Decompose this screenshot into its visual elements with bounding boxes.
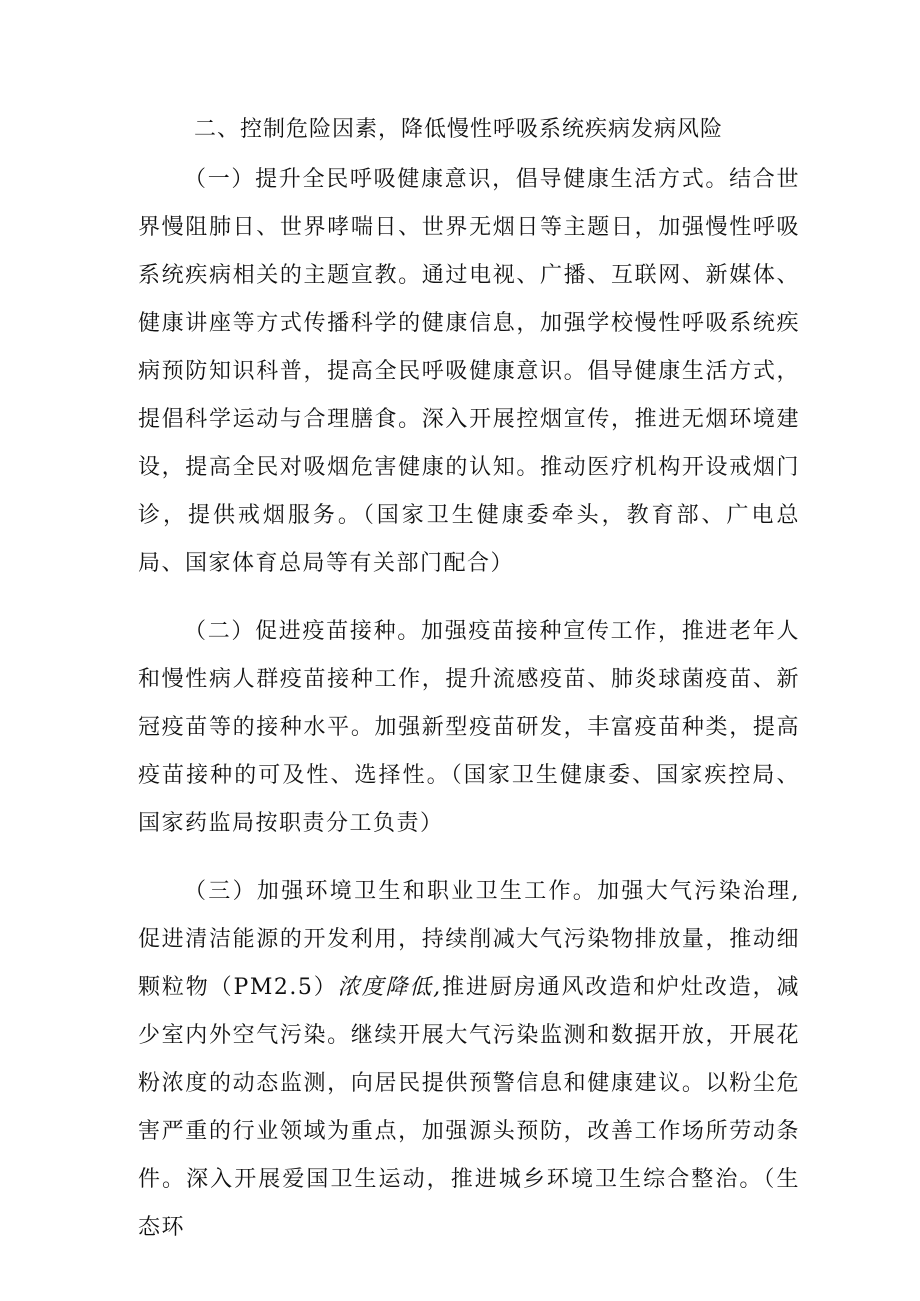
section-heading: 二、控制危险因素，降低慢性呼吸系统疾病发病风险	[194, 117, 724, 142]
paragraph-3-part-2: 推进厨房通风改造和炉灶改造，减少室内外空气污染。继续开展大气污染监测和数据开放，开展花粉浓度的动态监测，向居民提供预警信息和健康建议。以粉尘危害严重的行业领域为重点，加强源头预防，改善工作场所劳动条件。深入开展爱国卫生运动，推进城乡环境卫生综合整治。（生态环	[138, 975, 800, 1240]
paragraph-1: （一）提升全民呼吸健康意识，倡导健康生活方式。结合世界慢阻肺日、世界哮喘日、世界无烟日等主题日，加强慢性呼吸系统疾病相关的主题宣教。通过电视、广播、互联网、新媒体、健康讲座等方式传播科学的健康信息，加强学校慢性呼吸系统疾病预防知识科普，提高全民呼吸健康意识。倡导健康生活方式，提倡科学运动与合理膳食。深入开展控烟宣传，推进无烟环境建设，提高全民对吸烟危害健康的认知。推动医疗机构开设戒烟门诊，提供戒烟服务。（国家卫生健康委牵头，教育部、广电总局、国家体育总局等有关部门配合）	[138, 167, 800, 576]
paragraph-3	[138, 868, 800, 1252]
paragraph-3-italic-phrase: 浓度降低,	[337, 975, 442, 1000]
paragraph-2: （二）促进疫苗接种。加强疫苗接种宣传工作，推进老年人和慢性病人群疫苗接种工作，提升流感疫苗、肺炎球菌疫苗、新冠疫苗等的接种水平。加强新型疫苗研发，丰富疫苗种类，提高疫苗接种的可及性、选择性。（国家卫生健康委、国家疾控局、国家药监局按职责分工负责）	[138, 619, 800, 836]
paragraph-3-part-1: （三）加强环境卫生和职业卫生工作。加强大气污染治理,促进清洁能源的开发利用，持续削减大气污染物排放量，推动细颗粒物（PM2.5）	[138, 879, 800, 1000]
